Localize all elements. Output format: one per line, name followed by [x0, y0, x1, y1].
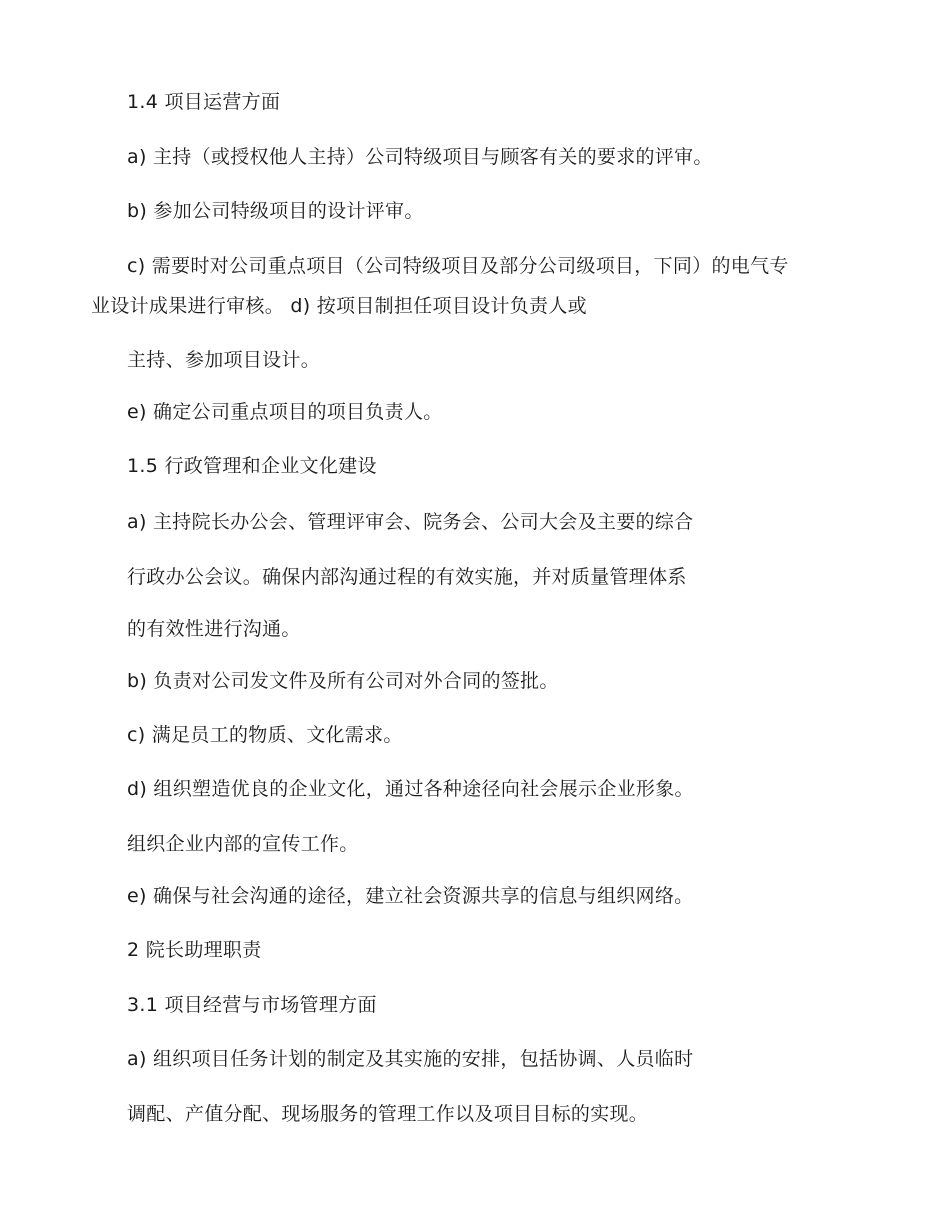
text-line-a-cont-1: 行政办公会议。确保内部沟通过程的有效实施，并对质量管理体系 — [127, 566, 687, 588]
text-line-a-review: a) 主持（或授权他人主持）公司特级项目与顾客有关的要求的评审。 — [127, 146, 713, 168]
text-line-b-documents: b) 负责对公司发文件及所有公司对外合同的签批。 — [127, 670, 559, 692]
text-line-e-leader: e) 确定公司重点项目的项目负责人。 — [127, 401, 443, 423]
text-line-e-network: e) 确保与社会沟通的途径，建立社会资源共享的信息与组织网络。 — [127, 885, 694, 907]
text-line-d-culture: d) 组织塑造优良的企业文化，通过各种途径向社会展示企业形象。 — [127, 778, 694, 800]
heading-2: 2 院长助理职责 — [127, 939, 262, 961]
text-line-c-cont: 业设计成果进行审核。 d) 按项目制担任项目设计负责人或 — [91, 295, 587, 317]
text-line-b-design: b) 参加公司特级项目的设计评审。 — [127, 200, 424, 222]
text-line-c-needs: c) 满足员工的物质、文化需求。 — [127, 724, 403, 746]
text-line-d-cont: 组织企业内部的宣传工作。 — [127, 833, 359, 855]
text-line-d-cont: 主持、参加项目设计。 — [127, 349, 321, 371]
heading-3-1: 3.1 项目经营与市场管理方面 — [127, 994, 377, 1016]
heading-1-5: 1.5 行政管理和企业文化建设 — [127, 455, 377, 477]
text-line-a-meetings: a) 主持院长办公会、管理评审会、院务会、公司大会及主要的综合 — [127, 511, 694, 533]
heading-1-4: 1.4 项目运营方面 — [127, 91, 281, 113]
text-line-a-cont-2: 的有效性进行沟通。 — [127, 618, 301, 640]
text-line-a-plan-cont: 调配、产值分配、现场服务的管理工作以及项目目标的实现。 — [127, 1103, 649, 1125]
text-line-c-audit: c) 需要时对公司重点项目（公司特级项目及部分公司级项目，下同）的电气专 — [127, 255, 789, 277]
text-line-a-planning: a) 组织项目任务计划的制定及其实施的安排，包括协调、人员临时 — [127, 1048, 694, 1070]
